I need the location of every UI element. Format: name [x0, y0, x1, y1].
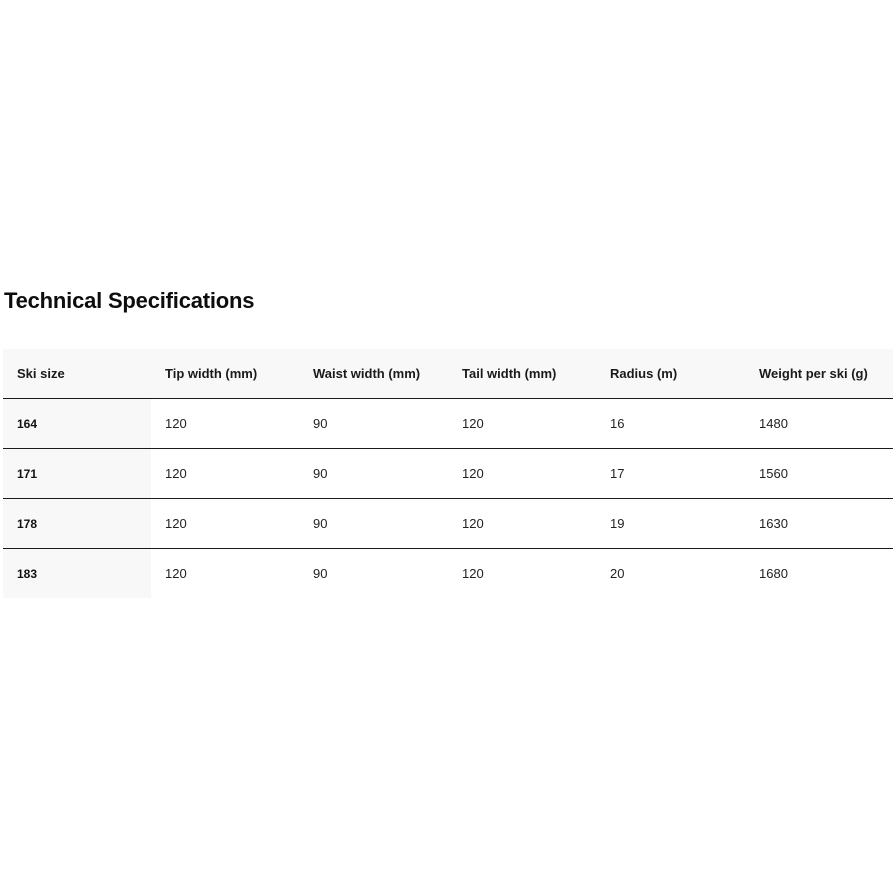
cell-waist-width: 90	[313, 566, 328, 581]
cell-weight: 1480	[745, 399, 893, 449]
cell-radius: 16	[596, 399, 745, 449]
header-weight: Weight per ski (g)	[745, 349, 893, 399]
cell-tip-width: 120	[151, 499, 299, 549]
table-row	[3, 449, 893, 499]
header-tip-width: Tip width (mm)	[151, 349, 299, 399]
header-radius: Radius (m)	[596, 349, 745, 399]
cell-waist-width: 90	[299, 399, 448, 449]
table-row	[3, 549, 893, 599]
cell-radius: 17	[596, 449, 745, 499]
cell-weight: 1560	[745, 449, 893, 499]
cell-radius: 20	[610, 566, 625, 581]
cell-ski-size: 183	[3, 549, 151, 599]
cell-radius: 19	[596, 499, 745, 549]
cell-ski-size: 164	[3, 399, 151, 449]
cell-tip-width: 120	[151, 449, 299, 499]
cell-tip-width: 120	[165, 566, 187, 581]
header-ski-size: Ski size	[3, 349, 151, 399]
cell-tail-width: 120	[462, 566, 484, 581]
header-waist-width: Waist width (mm)	[299, 349, 448, 399]
header-tail-width: Tail width (mm)	[448, 349, 596, 399]
cell-ski-size: 178	[3, 499, 151, 549]
cell-weight: 1630	[745, 499, 893, 549]
section-title: Technical Specifications	[4, 288, 255, 313]
spec-table	[3, 349, 893, 598]
cell-weight: 1680	[759, 566, 788, 581]
cell-waist-width: 90	[299, 499, 448, 549]
cell-ski-size: 171	[3, 449, 151, 499]
cell-tail-width: 120	[448, 449, 596, 499]
cell-waist-width: 90	[299, 449, 448, 499]
cell-tip-width: 120	[151, 399, 299, 449]
cell-tail-width: 120	[448, 499, 596, 549]
table-header-row	[3, 349, 893, 399]
table-row	[3, 399, 893, 449]
cell-tail-width: 120	[448, 399, 596, 449]
table-row	[3, 499, 893, 549]
